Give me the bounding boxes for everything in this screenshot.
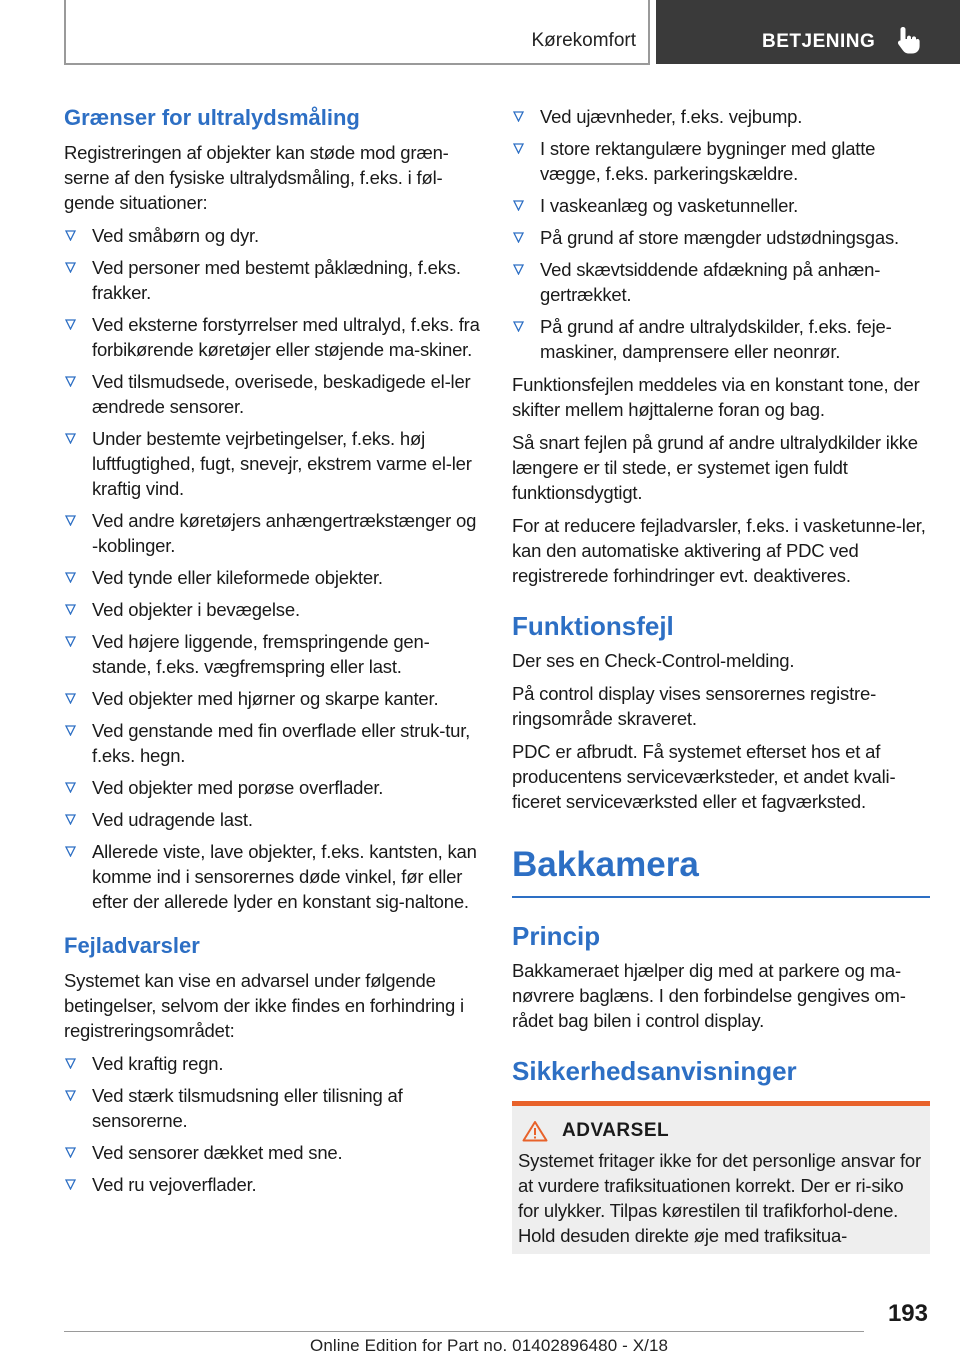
list-item: Ved ru vejoverflader. xyxy=(64,1172,482,1197)
triangle-bullet-icon xyxy=(65,782,76,793)
footer-edition: Online Edition for Part no. 01402896480 - X/18 xyxy=(310,1336,669,1355)
header-chapter-label: BETJENING xyxy=(762,31,876,52)
triangle-bullet-icon xyxy=(65,693,76,704)
triangle-bullet-icon xyxy=(65,604,76,615)
list-item: På grund af store mængder udstødningsgas. xyxy=(512,225,930,250)
heading-false-warnings: Fejladvarsler xyxy=(64,933,200,958)
list-item: I vaskeanlæg og vasketunneller. xyxy=(512,193,930,218)
triangle-bullet-icon xyxy=(65,515,76,526)
heading-malfunction: Funktionsfejl xyxy=(512,611,674,641)
page-number: 193 xyxy=(887,1300,928,1327)
header-chapter-tab xyxy=(656,0,960,64)
triangle-bullet-icon xyxy=(65,725,76,736)
triangle-bullet-icon xyxy=(513,200,524,211)
list-item: Ved højere liggende, fremspringende gen-stande, f.eks. vægfremspring eller last. xyxy=(64,629,482,679)
triangle-bullet-icon xyxy=(65,814,76,825)
list-item: Under bestemte vejrbetingelser, f.eks. høj luftfugtighed, fugt, snevejr, ekstrem varme el-ler kraftig vind. xyxy=(64,426,482,501)
list-item: Ved stærk tilsmudsning eller tilisning af sensorerne. xyxy=(64,1083,482,1133)
triangle-bullet-icon xyxy=(65,846,76,857)
triangle-bullet-icon xyxy=(65,636,76,647)
list-false-warnings-continued xyxy=(512,104,930,364)
right-column xyxy=(512,104,930,1254)
triangle-bullet-icon xyxy=(65,376,76,387)
list-item: Ved kraftig regn. xyxy=(64,1051,482,1076)
triangle-bullet-icon xyxy=(65,1179,76,1190)
paragraph-reduce-warnings: For at reducere fejladvarsler, f.eks. i vasketunne-ler, kan den automatiske aktivering af PDC ved registrerede forhindringer evt. deaktiveres. xyxy=(512,515,926,586)
list-item: Ved tynde eller kileformede objekter. xyxy=(64,565,482,590)
paragraph-malfunction-1: Der ses en Check-Control-melding. xyxy=(512,650,795,671)
list-item: Ved objekter i bevægelse. xyxy=(64,597,482,622)
heading-rear-camera: Bakkamera xyxy=(512,844,930,898)
left-column xyxy=(64,104,482,1205)
list-item: Ved andre køretøjers anhængertrækstænger og -koblinger. xyxy=(64,508,482,558)
warning-header xyxy=(518,1120,924,1142)
triangle-bullet-icon xyxy=(513,264,524,275)
heading-ultrasound-limits: Grænser for ultralydsmåling xyxy=(64,105,360,130)
list-item: Ved objekter med hjørner og skarpe kanter. xyxy=(64,686,482,711)
triangle-bullet-icon xyxy=(513,232,524,243)
paragraph-malfunction-3: PDC er afbrudt. Få systemet efterset hos et af producentens serviceværksteder, et andet kvali-ficeret serviceværksted eller et fagværksted. xyxy=(512,741,896,812)
triangle-bullet-icon xyxy=(513,321,524,332)
list-item: Ved sensorer dækket med sne. xyxy=(64,1140,482,1165)
list-item: I store rektangulære bygninger med glatte vægge, f.eks. parkeringskældre. xyxy=(512,136,930,186)
heading-principle: Princip xyxy=(512,921,601,951)
list-item: Ved udragende last. xyxy=(64,807,482,832)
triangle-bullet-icon xyxy=(65,1090,76,1101)
triangle-bullet-icon xyxy=(65,433,76,444)
header-rule-left xyxy=(64,0,66,64)
triangle-bullet-icon xyxy=(513,111,524,122)
list-item: Ved ujævnheder, f.eks. vejbump. xyxy=(512,104,930,129)
header-section-title: Kørekomfort xyxy=(531,30,636,51)
triangle-bullet-icon xyxy=(65,262,76,273)
list-item: Ved småbørn og dyr. xyxy=(64,223,482,248)
heading-safety: Sikkerhedsanvisninger xyxy=(512,1056,797,1086)
list-item: Ved personer med bestemt påklædning, f.eks. frakker. xyxy=(64,255,482,305)
triangle-bullet-icon xyxy=(65,1058,76,1069)
triangle-bullet-icon xyxy=(65,230,76,241)
triangle-bullet-icon xyxy=(65,1147,76,1158)
list-limits xyxy=(64,223,482,914)
paragraph-fault-resolved: Så snart fejlen på grund af andre ultralydkilder ikke længere er til stede, er systemet igen fuldt funktionsdygtigt. xyxy=(512,432,918,503)
warning-title: ADVARSEL xyxy=(562,1120,670,1141)
warning-text: Systemet fritager ikke for det personlige ansvar for at vurdere trafiksituationen korrekt. Der er ri-siko for ulykker. Tilpas kørestilen til trafikforhol-dene. Hold desuden direkte øje med trafiksitua- xyxy=(518,1150,921,1246)
warning-triangle-icon xyxy=(522,1120,548,1142)
list-item: Ved skævtsiddende afdækning på anhæn-gertrækket. xyxy=(512,257,930,307)
paragraph-limits-intro: Registreringen af objekter kan støde mod græn-serne af den fysiske ultralydsmåling, f.eks. i føl-gende situationer: xyxy=(64,142,449,213)
triangle-bullet-icon xyxy=(65,319,76,330)
footer-rule xyxy=(64,1331,864,1332)
pointing-hand-icon xyxy=(896,26,922,54)
triangle-bullet-icon xyxy=(65,572,76,583)
paragraph-malfunction-2: På control display vises sensorernes registre-ringsområde skraveret. xyxy=(512,683,877,729)
paragraph-fault-tone: Funktionsfejlen meddeles via en konstant tone, der skifter mellem højttalerne foran og bag. xyxy=(512,374,920,420)
triangle-bullet-icon xyxy=(513,143,524,154)
list-item: Ved eksterne forstyrrelser med ultralyd, f.eks. fra forbikørende køretøjer eller støjende ma-skiner. xyxy=(64,312,482,362)
paragraph-warnings-intro: Systemet kan vise en advarsel under følgende betingelser, selvom der ikke findes en forhindring i registreringsområdet: xyxy=(64,970,464,1041)
list-false-warnings xyxy=(64,1051,482,1197)
header-rule-bottom xyxy=(64,63,650,65)
list-item: Ved objekter med porøse overflader. xyxy=(64,775,482,800)
header-rule-divider xyxy=(648,0,650,64)
list-item: På grund af andre ultralydskilder, f.eks. feje-maskiner, damprensere eller neonrør. xyxy=(512,314,930,364)
warning-box xyxy=(512,1101,930,1254)
list-item: Ved tilsmudsede, overisede, beskadigede el-ler ændrede sensorer. xyxy=(64,369,482,419)
list-item: Ved genstande med fin overflade eller struk-tur, f.eks. hegn. xyxy=(64,718,482,768)
paragraph-principle: Bakkameraet hjælper dig med at parkere og ma-nøvrere baglæns. I den forbindelse gengives om-rådet bag bilen i control display. xyxy=(512,960,906,1031)
list-item: Allerede viste, lave objekter, f.eks. kantsten, kan komme ind i sensorernes døde vinkel, før eller efter der allerede lyder en konstant sig-naltone. xyxy=(64,839,482,914)
